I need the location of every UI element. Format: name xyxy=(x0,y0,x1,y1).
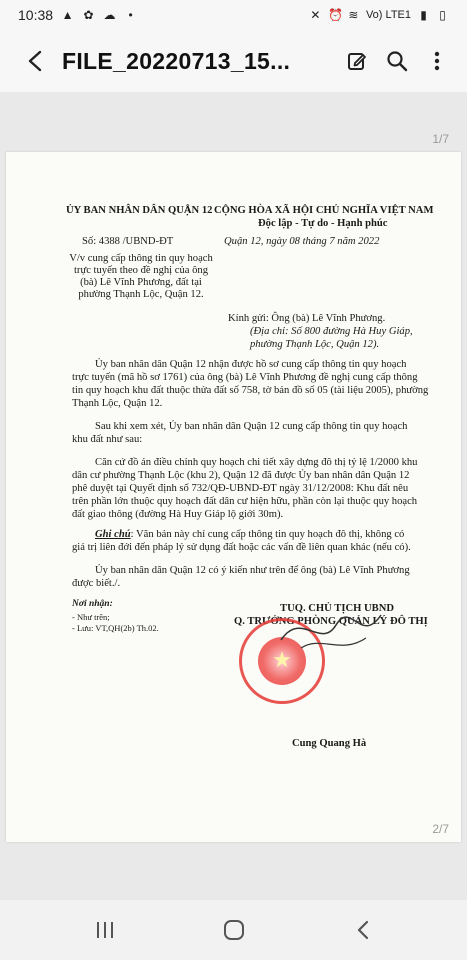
search-button[interactable] xyxy=(377,41,417,81)
paragraph-line: phê duyệt tại Quyết định số 732/QĐ-UBND-ĐT ngày 31/12/2008: Khu đất nêu xyxy=(72,483,409,494)
home-icon xyxy=(222,918,246,942)
document-viewer[interactable] xyxy=(0,92,467,900)
recipient: Kính gửi: Ông (bà) Lê Vĩnh Phương. xyxy=(228,313,386,324)
motto: Độc lập - Tự do - Hạnh phúc xyxy=(258,218,388,229)
search-icon xyxy=(386,50,408,72)
paragraph-line: Ủy ban nhân dân Quận 12 có ý kiến như trên để ông (bà) Lê Vĩnh Phương xyxy=(95,565,410,576)
system-nav-bar xyxy=(0,900,467,960)
alarm-icon: ⏰ xyxy=(327,7,343,22)
paragraph-line: Căn cứ đồ án điều chỉnh quy hoạch chi tiết xây dựng đô thị tỷ lệ 1/2000 khu xyxy=(95,457,418,468)
recent-apps-icon xyxy=(94,920,116,940)
subject-line: trực tuyến theo đề nghị của ông xyxy=(73,265,208,276)
home-button[interactable] xyxy=(209,910,259,950)
org-left: ỦY BAN NHÂN DÂN QUẬN 12 xyxy=(66,205,213,216)
edit-icon xyxy=(346,50,368,72)
cloud-icon: ☁ xyxy=(103,7,116,22)
network-label: Vo) LTE1 xyxy=(365,9,411,21)
org-right: CỘNG HÒA XÃ HỘI CHỦ NGHĨA VIỆT NAM xyxy=(214,205,434,216)
signal-icon: ▮ xyxy=(420,7,427,22)
dot-icon: • xyxy=(128,7,133,22)
subject-line: V/v cung cấp thông tin quy hoạch xyxy=(69,253,213,264)
battery-icon: ▯ xyxy=(439,7,446,22)
note-line: giá trị liên đới đến pháp lý sử dụng đất hoặc các vấn đề liên quan khác (nếu có). xyxy=(72,542,411,553)
star-icon: ★ xyxy=(272,647,292,672)
address-line: phường Thạnh Lộc, Quận 12). xyxy=(250,339,380,350)
recipients-title: Nơi nhận: xyxy=(72,599,113,609)
status-bar xyxy=(0,0,467,30)
status-time: 10:38 xyxy=(18,7,54,23)
subject-line: phường Thạnh Lộc, Quận 12. xyxy=(78,289,204,300)
recipients-item: - Như trên; xyxy=(72,612,110,622)
doc-number: Số: 4388 /UBND-ĐT xyxy=(82,236,174,247)
edit-button[interactable] xyxy=(337,41,377,81)
paragraph-line: đất giao thông (đường Hà Huy Giáp lộ giới 30m). xyxy=(72,509,284,520)
paragraph-line: trực tuyến (mã hồ sơ 1761) của ông (bà) Lê Vĩnh Phương đề nghị cung cấp thông xyxy=(72,372,418,383)
paragraph-line: Sau khi xem xét, Ủy ban nhân dân Quận 12 cung cấp thông tin quy hoạch xyxy=(95,421,408,432)
page-indicator-bottom: 2/7 xyxy=(432,822,449,836)
back-button[interactable] xyxy=(18,43,54,79)
note-text: : Văn bản này chỉ cung cấp thông tin quy hoạch đô thị, không có xyxy=(130,529,405,540)
subject-line: (bà) Lê Vĩnh Phương, đất tại xyxy=(80,277,202,288)
paragraph-line: trên phần lớn thuộc quy hoạch đất dân cư hiện hữu, phần còn lại thuộc quy hoạch xyxy=(72,496,418,507)
paragraph-line: khu đất như sau: xyxy=(72,434,143,445)
file-title: FILE_20220713_15... xyxy=(62,47,291,74)
back-icon xyxy=(26,50,46,72)
document-page xyxy=(6,152,461,842)
paragraph-line: dân cư phường Thạnh Lộc (khu 2), Quận 12 đã được Ủy ban nhân dân Quận 12 xyxy=(72,470,410,481)
address-line: (Địa chỉ: Số 800 đường Hà Huy Giáp, xyxy=(250,326,413,337)
sign-title: TUQ. CHỦ TỊCH UBND xyxy=(280,603,394,614)
page-indicator-top: 1/7 xyxy=(432,132,449,146)
back-nav-icon xyxy=(355,919,371,941)
more-icon xyxy=(434,50,440,72)
mute-icon: ✕ xyxy=(310,7,321,22)
note-line xyxy=(95,528,404,541)
paragraph-line: Thạnh Lộc, Quận 12. xyxy=(72,398,163,409)
settings-icon: ✿ xyxy=(83,7,94,22)
app-bar xyxy=(0,30,467,92)
paragraph-line: tin quy hoạch khu đất thuộc thửa đất số 758, tờ bản đồ số 05 (tài liệu 2005), phường xyxy=(72,385,429,396)
sign-role: Q. TRƯỞNG PHÒNG QUẢN LÝ ĐÔ THỊ xyxy=(234,616,428,627)
signer-name: Cung Quang Hà xyxy=(292,738,367,749)
notification-icon: ▲ xyxy=(61,7,74,22)
more-button[interactable] xyxy=(417,41,457,81)
paragraph-line: được biết./. xyxy=(72,578,121,589)
wifi-icon: ≋ xyxy=(348,7,359,22)
doc-date: Quận 12, ngày 08 tháng 7 năm 2022 xyxy=(224,236,380,247)
recent-apps-button[interactable] xyxy=(80,910,130,950)
back-nav-button[interactable] xyxy=(338,910,388,950)
recipients-item: - Lưu: VT,QH(2b) Th.02. xyxy=(72,623,159,633)
paragraph-line: Ủy ban nhân dân Quận 12 nhận được hồ sơ cung cấp thông tin quy hoạch xyxy=(95,359,407,370)
note-label: Ghi chú xyxy=(95,529,131,540)
signature xyxy=(271,600,391,660)
